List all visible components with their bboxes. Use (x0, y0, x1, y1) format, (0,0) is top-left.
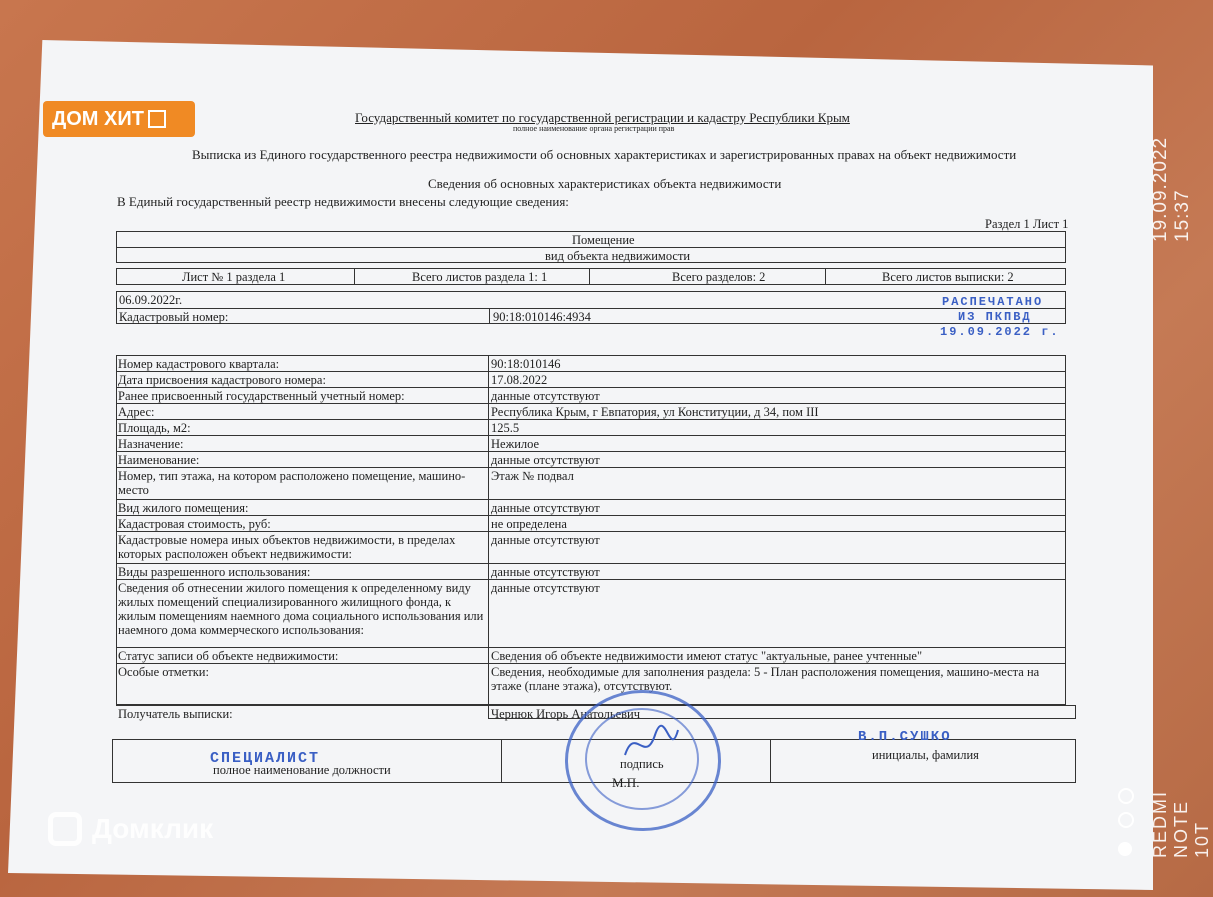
row-label: Ранее присвоенный государственный учетный номер: (118, 389, 405, 403)
row-value: Чернюк Игорь Анатольевич (491, 707, 641, 721)
camera-dot-icon (1118, 788, 1134, 804)
agency-caption: полное наименование органа регистрации прав (513, 124, 675, 133)
row-value: Республика Крым, г Евпатория, ул Конституции, д 34, пом III (491, 405, 819, 419)
row-value: данные отсутствуют (491, 453, 600, 467)
row-value: 125.5 (491, 421, 520, 435)
row-label: Адрес: (118, 405, 155, 419)
document-date: 06.09.2022г. (119, 293, 183, 307)
printed-stamp-line1: РАСПЕЧАТАНО (942, 295, 1044, 309)
row-label: Дата присвоения кадастрового номера: (118, 373, 326, 387)
extract-sheets-total: Всего листов выписки: 2 (882, 270, 1014, 284)
sheet-number: Лист № 1 раздела 1 (182, 270, 286, 284)
row-label: Кадастровые номера иных объектов недвижимости, в пределах которых расположен объект недвижимости: (118, 533, 456, 561)
row-value: Сведения, необходимые для заполнения раздела: 5 - План расположения помещения, машино-места на этаже (плане этажа), отсутствуют. (491, 665, 1040, 693)
signature-caption: подпись (620, 757, 664, 771)
section-sheet: Раздел 1 Лист 1 (985, 217, 1069, 231)
row-value: данные отсутствуют (491, 581, 600, 595)
name-stamp: В.П.СУШКО (858, 729, 952, 745)
row-label: Номер, тип этажа, на котором расположено помещение, машино-место (118, 469, 466, 497)
domclick-icon (48, 812, 82, 846)
cadastral-label: Кадастровый номер: (119, 310, 229, 324)
intro-text: В Единый государственный реестр недвижимости внесены следующие сведения: (117, 194, 569, 209)
row-value: данные отсутствуют (491, 501, 600, 515)
position-caption: полное наименование должности (213, 763, 391, 777)
row-label: Виды разрешенного использования: (118, 565, 311, 579)
domclick-watermark: Домклик (48, 812, 213, 846)
camera-dot-icon (1118, 812, 1134, 828)
row-value: Этаж № подвал (491, 469, 574, 483)
cadastral-number: 90:18:010146:4934 (493, 310, 591, 324)
row-label: Статус записи об объекте недвижимости: (118, 649, 339, 663)
name-caption: инициалы, фамилия (872, 748, 979, 762)
row-label: Получатель выписки: (118, 707, 233, 721)
row-value: не определена (491, 517, 567, 531)
house-icon (148, 110, 166, 128)
row-label: Кадастровая стоимость, руб: (118, 517, 271, 531)
agency-name: Государственный комитет по государственной регистрации и кадастру Республики Крым (355, 110, 850, 125)
row-label: Номер кадастрового квартала: (118, 357, 280, 371)
row-value: Сведения об объекте недвижимости имеют статус "актуальные, ранее учтенные" (491, 649, 923, 663)
domhit-logo: ДОМ ХИТ (43, 101, 195, 137)
section-sheets-total: Всего листов раздела 1: 1 (412, 270, 548, 284)
object-type-caption: вид объекта недвижимости (545, 249, 691, 263)
document-title: Выписка из Единого государственного реестра недвижимости об основных характеристиках и зарегистрированных правах на объект недвижимости (192, 147, 1017, 162)
camera-dot-icon (1118, 842, 1132, 856)
row-value: Нежилое (491, 437, 540, 451)
row-value: данные отсутствуют (491, 533, 600, 547)
row-value: данные отсутствуют (491, 565, 600, 579)
row-label: Наименование: (118, 453, 200, 467)
row-value: 90:18:010146 (491, 357, 561, 371)
row-label: Особые отметки: (118, 665, 209, 679)
row-value: 17.08.2022 (491, 373, 548, 387)
object-type: Помещение (572, 233, 635, 247)
seal-place-mark: М.П. (612, 775, 640, 790)
row-label: Вид жилого помещения: (118, 501, 249, 515)
position-stamp: СПЕЦИАЛИСТ (210, 750, 321, 767)
row-label: Сведения об отнесении жилого помещения к определенному виду жилых помещений специализированного жилищного фонда, к жилым помещениям наемного дома социального использования или наемного дома коммерческого использования: (118, 581, 484, 637)
printed-stamp-date: 19.09.2022 г. (940, 325, 1060, 339)
object-type-box (116, 231, 1066, 263)
document-subtitle: Сведения об основных характеристиках объекта недвижимости (428, 176, 782, 191)
signature-scribble (620, 715, 680, 775)
photo-timestamp: 19.09.2022 15:37 (1150, 136, 1193, 242)
device-label: REDMI NOTE 10T (1150, 790, 1212, 858)
row-label: Назначение: (118, 437, 184, 451)
row-label: Площадь, м2: (118, 421, 191, 435)
sections-total: Всего разделов: 2 (672, 270, 766, 284)
cadastral-box (116, 291, 1066, 324)
printed-stamp-line2: ИЗ ПКПВД (958, 310, 1032, 324)
sheets-row (116, 268, 1066, 285)
row-value: данные отсутствуют (491, 389, 600, 403)
